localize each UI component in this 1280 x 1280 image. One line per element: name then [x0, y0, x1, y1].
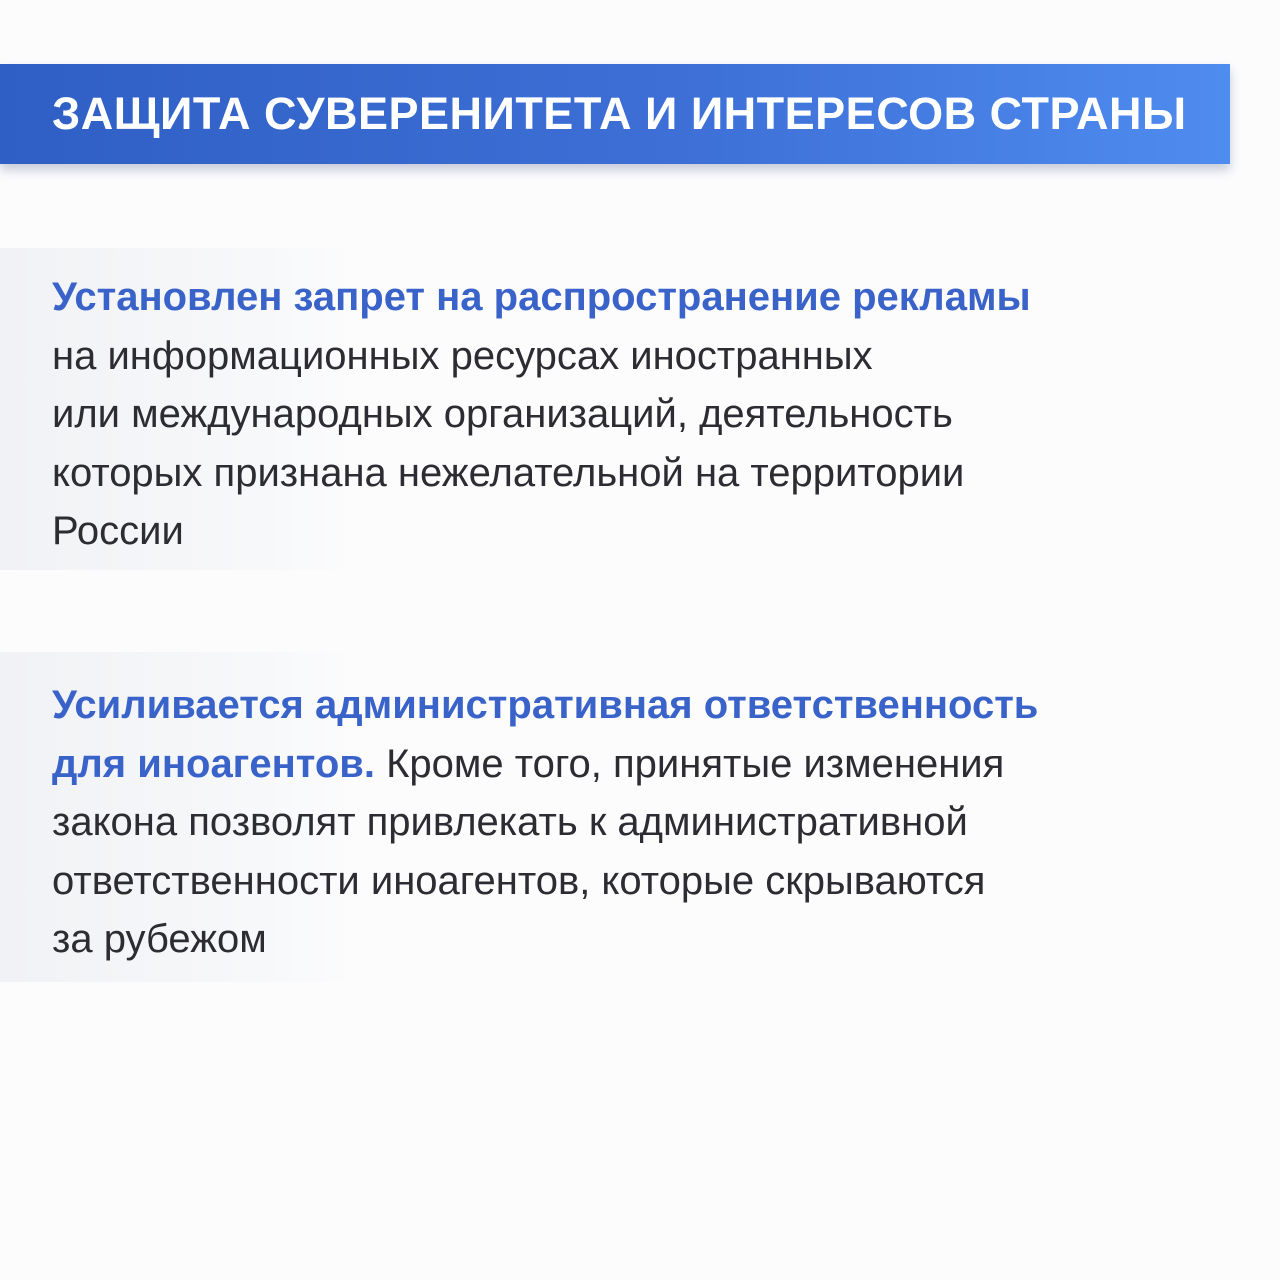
page-title: ЗАЩИТА СУВЕРЕНИТЕТА И ИНТЕРЕСОВ СТРАНЫ	[52, 88, 1187, 139]
info-card-ad-ban	[0, 248, 1280, 570]
card-line: закона позволят привлекать к административной	[52, 800, 968, 844]
card-line: на информационных ресурсах иностранных	[52, 333, 873, 378]
card-line: за рубежом	[52, 917, 267, 961]
card-text	[52, 676, 1172, 969]
card-accent-text: для иноагентов.	[52, 741, 375, 786]
card-line: ответственности иноагентов, которые скрываются	[52, 858, 986, 903]
card-line: или международных организаций, деятельность	[52, 392, 953, 436]
card-text	[52, 268, 1172, 561]
info-card-foreign-agents	[0, 652, 1280, 982]
header-banner	[0, 64, 1230, 164]
card-accent-text: Установлен запрет на распространение рекламы	[52, 275, 1031, 319]
card-line: которых признана нежелательной на территории	[52, 450, 965, 495]
card-accent-text: Усиливается административная ответственность	[52, 683, 1039, 727]
card-line: Кроме того, принятые изменения	[374, 741, 1005, 786]
card-line: России	[52, 509, 184, 553]
